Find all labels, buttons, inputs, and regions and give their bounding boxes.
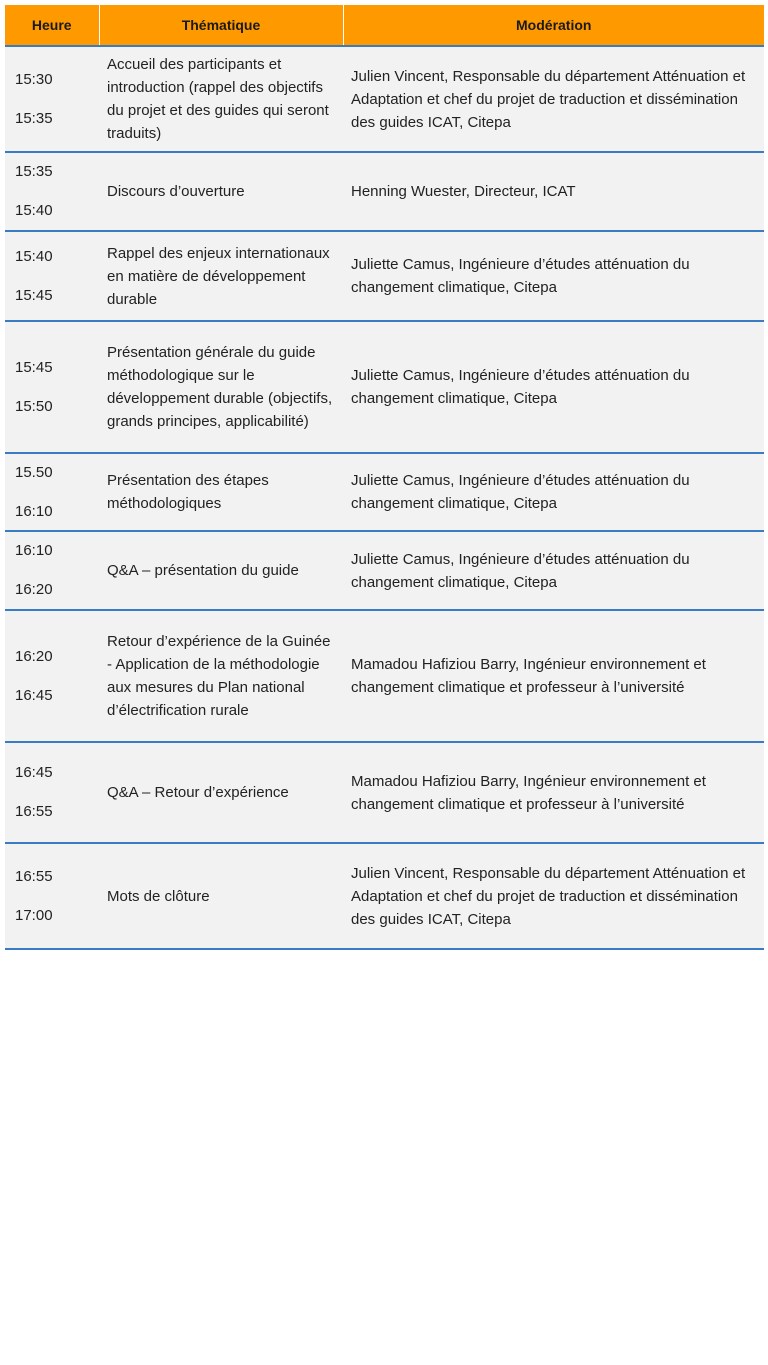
moderation-cell: Juliette Camus, Ingénieure d’études atténuation du changement climatique, Citepa	[343, 531, 764, 610]
table-row	[5, 321, 764, 453]
table-row	[5, 531, 764, 610]
start-time: 15:35	[15, 163, 53, 180]
table-row	[5, 610, 764, 742]
time-cell	[5, 742, 99, 843]
moderation-cell: Juliette Camus, Ingénieure d’études atténuation du changement climatique, Citepa	[343, 453, 764, 531]
header-heure: Heure	[5, 5, 99, 46]
time-cell	[5, 152, 99, 231]
table-row	[5, 453, 764, 531]
end-time: 15:35	[15, 109, 53, 127]
theme-cell: Accueil des participants et introduction (rappel des objectifs du projet et des guides qui seront traduits)	[99, 46, 343, 152]
table-row	[5, 152, 764, 231]
start-time: 15:45	[15, 358, 53, 376]
end-time: 17:00	[15, 906, 53, 924]
moderation-cell: Julien Vincent, Responsable du département Atténuation et Adaptation et chef du projet de traduction et dissémination des guides ICAT, Citepa	[343, 843, 764, 949]
header-moderation: Modération	[343, 5, 764, 46]
theme-cell: Présentation des étapes méthodologiques	[99, 453, 343, 531]
start-time: 16:10	[15, 542, 53, 559]
theme-cell: Discours d’ouverture	[99, 152, 343, 231]
moderation-cell: Mamadou Hafiziou Barry, Ingénieur environnement et changement climatique et professeur à l’université	[343, 610, 764, 742]
time-cell	[5, 843, 99, 949]
header-thematique: Thématique	[99, 5, 343, 46]
moderation-cell: Henning Wuester, Directeur, ICAT	[343, 152, 764, 231]
start-time: 15.50	[15, 463, 53, 481]
moderation-cell: Julien Vincent, Responsable du département Atténuation et Adaptation et chef du projet de traduction et dissémination des guides ICAT, Citepa	[343, 46, 764, 152]
end-time: 16:10	[15, 502, 53, 520]
start-time: 16:55	[15, 867, 53, 885]
moderation-cell: Mamadou Hafiziou Barry, Ingénieur environnement et changement climatique et professeur à l’université	[343, 742, 764, 843]
time-cell	[5, 610, 99, 742]
header-row	[5, 5, 764, 46]
theme-cell: Retour d’expérience de la Guinée - Application de la méthodologie aux mesures du Plan national d’électrification rurale	[99, 610, 343, 742]
theme-cell: Q&A – Retour d’expérience	[99, 742, 343, 843]
time-cell	[5, 231, 99, 321]
start-time: 16:45	[15, 764, 53, 781]
start-time: 15:40	[15, 247, 53, 265]
table-row	[5, 46, 764, 152]
end-time: 15:45	[15, 286, 53, 304]
theme-cell: Q&A – présentation du guide	[99, 531, 343, 610]
table-row	[5, 231, 764, 321]
theme-cell: Rappel des enjeux internationaux en matière de développement durable	[99, 231, 343, 321]
time-cell	[5, 321, 99, 453]
end-time: 15:50	[15, 397, 53, 415]
start-time: 16:20	[15, 647, 53, 665]
moderation-cell: Juliette Camus, Ingénieure d’études atténuation du changement climatique, Citepa	[343, 231, 764, 321]
end-time: 16:55	[15, 803, 53, 820]
start-time: 15:30	[15, 70, 53, 88]
end-time: 16:45	[15, 686, 53, 704]
agenda-table	[5, 5, 764, 950]
theme-cell: Présentation générale du guide méthodologique sur le développement durable (objectifs, grands principes, applicabilité)	[99, 321, 343, 453]
theme-cell: Mots de clôture	[99, 843, 343, 949]
time-cell	[5, 453, 99, 531]
end-time: 15:40	[15, 202, 53, 219]
end-time: 16:20	[15, 581, 53, 598]
table-row	[5, 742, 764, 843]
table-row	[5, 843, 764, 949]
time-cell	[5, 531, 99, 610]
moderation-cell: Juliette Camus, Ingénieure d’études atténuation du changement climatique, Citepa	[343, 321, 764, 453]
time-cell	[5, 46, 99, 152]
